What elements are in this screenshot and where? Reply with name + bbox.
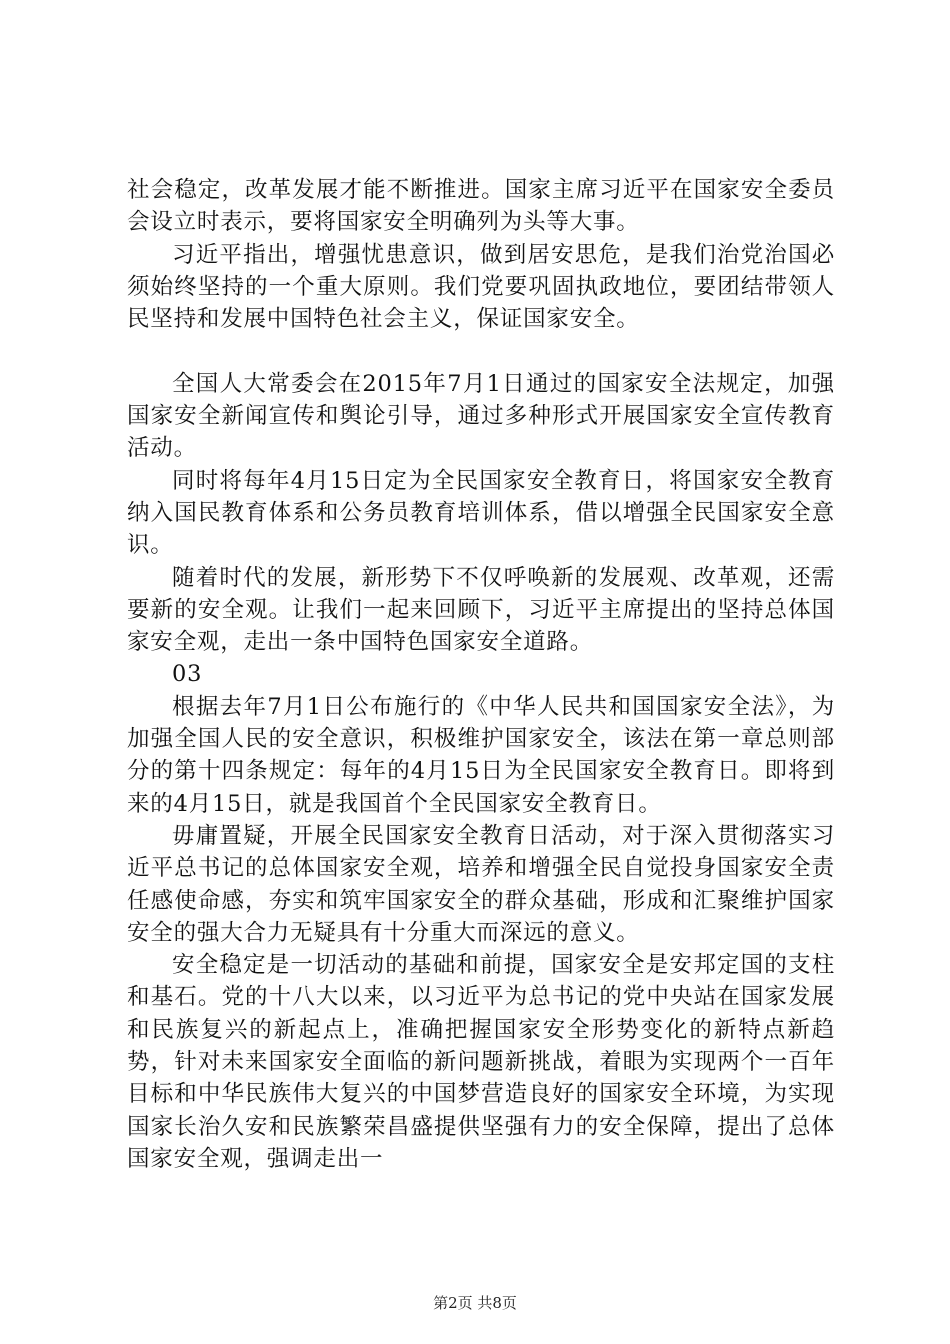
paragraph-5: 随着时代的发展，新形势下不仅呼唤新的发展观、改革观，还需要新的安全观。让我们一起来回顾下，习近平主席提出的坚持总体国家安全观，走出一条中国特色国家安全道路。 — [127, 564, 835, 656]
page-footer: 第2页 共8页 — [433, 1294, 517, 1312]
paragraph-3: 全国人大常委会在2015年7月1日通过的国家安全法规定，加强国家安全新闻宣传和舆论引导，通过多种形式开展国家安全宣传教育活动。 — [127, 370, 835, 462]
document-body — [127, 174, 835, 1175]
paragraph-2: 习近平指出，增强忧患意识，做到居安思危，是我们治党治国必须始终坚持的一个重大原则。我们党要巩固执政地位，要团结带领人民坚持和发展中国特色社会主义，保证国家安全。 — [127, 241, 835, 333]
paragraph-8: 安全稳定是一切活动的基础和前提，国家安全是安邦定国的支柱和基石。党的十八大以来，以习近平为总书记的党中央站在国家发展和民族复兴的新起点上，准确把握国家安全形势变化的新特点新趋势，针对未来国家安全面临的新问题新挑战，着眼为实现两个一百年目标和中华民族伟大复兴的中国梦营造良好的国家安全环境，为实现国家长治久安和民族繁荣昌盛提供坚强有力的安全保障，提出了总体国家安全观，强调走出一 — [127, 952, 835, 1172]
section-number: 03 — [172, 661, 203, 688]
paragraph-4: 同时将每年4月15日定为全民国家安全教育日，将国家安全教育纳入国民教育体系和公务员教育培训体系，借以增强全民国家安全意识。 — [127, 467, 835, 559]
paragraph-7: 毋庸置疑，开展全民国家安全教育日活动，对于深入贯彻落实习近平总书记的总体国家安全观，培养和增强全民自觉投身国家安全责任感使命感，夯实和筑牢国家安全的群众基础，形成和汇聚维护国家安全的强大合力无疑具有十分重大而深远的意义。 — [127, 822, 835, 946]
paragraph-6: 根据去年7月1日公布施行的《中华人民共和国国家安全法》，为加强全国人民的安全意识，积极维护国家安全，该法在第一章总则部分的第十四条规定：每年的4月15日为全民国家安全教育日。即将到来的4月15日，就是我国首个全民国家安全教育日。 — [127, 693, 835, 817]
paragraph-1: 社会稳定，改革发展才能不断推进。国家主席习近平在国家安全委员会设立时表示，要将国家安全明确列为头等大事。 — [127, 177, 835, 236]
paragraph-spacer — [127, 335, 835, 367]
